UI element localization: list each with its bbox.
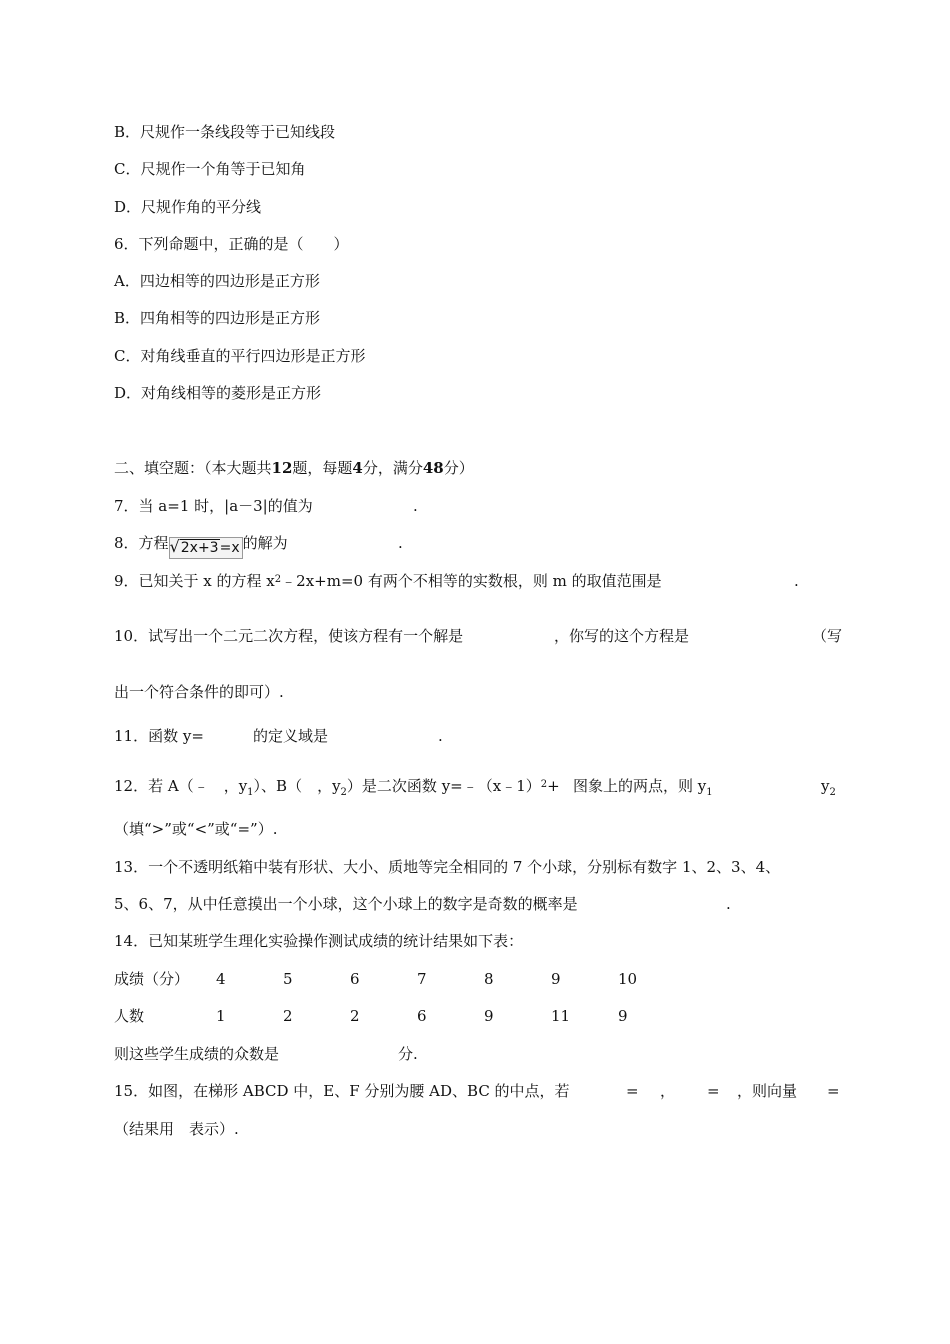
q5-option-c: C．尺规作一个角等于已知角 [114, 160, 306, 178]
q9-line [114, 571, 662, 594]
q11-part-2: 的定义域是 [253, 727, 329, 745]
q6-option-d: D．对角线相等的菱形是正方形 [114, 384, 322, 402]
q14-row-1-cell: 6 [350, 970, 360, 988]
q6-option-c: C．对角线垂直的平行四边形是正方形 [114, 347, 366, 365]
q8-line [114, 533, 288, 555]
q15-comma: ， [660, 1082, 676, 1100]
section-2-text-2: 题，每题 [292, 459, 353, 477]
q11-end: . [438, 727, 443, 745]
q12-part-5: 图象上的两点，则 y [573, 777, 707, 795]
q14-row-2-cell: 11 [551, 1007, 571, 1025]
q14-row-1-cell: 8 [484, 970, 494, 988]
q14-row-1-cell: 4 [216, 970, 226, 988]
q11-part-1: 11．函数 y= [114, 727, 204, 745]
q12-right-y: y [821, 777, 830, 795]
q6-stem: 6．下列命题中，正确的是（ ） [114, 235, 349, 253]
q8-equation-image [169, 537, 243, 559]
q10-part-1: 10．试写出一个二元二次方程，使该方程有一个解是 [114, 627, 464, 645]
q8-radicand: 2x+3 [180, 540, 219, 556]
q12-sub-4: 2 [829, 787, 836, 798]
q8-end: . [398, 534, 403, 552]
q14-row-1-cell: 10 [618, 970, 638, 988]
q14-row-2-cell: 9 [484, 1007, 494, 1025]
q9-rest: ﹣2x+m=0 有两个不相等的实数根，则 m 的取值范围是 [281, 572, 662, 590]
q12-sub-1: 1 [247, 787, 254, 798]
q12-part-2: ）、B（ ，y [253, 777, 341, 795]
q12-part-4: + [547, 777, 560, 795]
q9-exponent: 2 [274, 574, 282, 585]
q7-end: . [413, 497, 418, 515]
q13-line-1: 13．一个不透明纸箱中装有形状、大小、质地等完全相同的 7 个小球，分别标有数字 1、2、3、4、 [114, 858, 781, 876]
q10-part-3: （写 [812, 627, 843, 645]
q14-row-2-cell: 6 [417, 1007, 427, 1025]
q12-part-5-wrap [573, 776, 713, 799]
q15-part-1: 15．如图，在梯形 ABCD 中，E、F 分别为腰 AD、BC 的中点，若 [114, 1082, 570, 1100]
q14-row-2-cell: 1 [216, 1007, 226, 1025]
q15-eq-3: = [827, 1082, 840, 1100]
q12-part-3: ）是二次函数 y=﹣（x﹣1） [346, 777, 541, 795]
q14-row-2-cell: 9 [618, 1007, 628, 1025]
q12-part-1: 12．若 A（﹣ ，y [114, 777, 248, 795]
section-2-points-each: 4 [352, 459, 363, 477]
section-2-text-1: 二、填空题：（本大题共 [114, 459, 272, 477]
q6-option-b: B．四角相等的四边形是正方形 [114, 309, 321, 327]
q8-post: 的解为 [242, 534, 288, 552]
q10-part-4: 出一个符合条件的即可）. [114, 683, 284, 701]
q14-stem: 14．已知某班学生理化实验操作测试成绩的统计结果如下表： [114, 932, 524, 950]
sqrt-symbol-icon: √ [169, 537, 180, 556]
section-2-points-total: 48 [422, 459, 444, 477]
q14-row-2-cell: 2 [283, 1007, 293, 1025]
q15-eq-1: = [626, 1082, 639, 1100]
section-2-text-3: 分，满分 [362, 459, 423, 477]
section-2-heading [114, 458, 474, 478]
q10-part-2: ，你写的这个方程是 [554, 627, 690, 645]
q14-row-1-cell: 7 [417, 970, 427, 988]
q8-pre: 8．方程 [114, 534, 169, 552]
q6-option-a: A．四边相等的四边形是正方形 [114, 272, 320, 290]
section-2-count: 12 [271, 459, 293, 477]
section-2-text-4: 分） [443, 459, 474, 477]
q9-end: . [794, 572, 799, 590]
q12-sub-2: 2 [340, 787, 347, 798]
q9-text: 9．已知关于 x 的方程 x [114, 572, 275, 590]
q5-option-b: B．尺规作一条线段等于已知线段 [114, 123, 336, 141]
q13-end: . [726, 895, 731, 913]
q14-tail-end: 分. [398, 1045, 418, 1063]
q15-part-2: ，则向量 [737, 1082, 798, 1100]
q14-row-2-cell: 2 [350, 1007, 360, 1025]
q14-row-1-cell: 9 [551, 970, 561, 988]
q5-option-d: D．尺规作角的平分线 [114, 198, 262, 216]
q7-text: 7．当 a=1 时，|a－3|的值为 [114, 497, 313, 515]
q15-line-2: （结果用 表示）. [114, 1120, 239, 1138]
q8-rhs: =x [219, 540, 240, 556]
q12-exponent: 2 [540, 779, 548, 790]
q14-tail: 则这些学生成绩的众数是 [114, 1045, 280, 1063]
q12-line-1 [114, 776, 560, 799]
q12-sub-3: 1 [706, 787, 713, 798]
q14-row-1-label: 成绩（分） [114, 970, 190, 988]
q14-row-1-cell: 5 [283, 970, 293, 988]
q14-row-2-label: 人数 [114, 1007, 145, 1025]
q12-right [821, 776, 836, 799]
q12-line-2: （填“>”或“<”或“=”）. [114, 820, 278, 838]
q13-line-2: 5、6、7，从中任意摸出一个小球，这个小球上的数字是奇数的概率是 [114, 895, 578, 913]
q15-eq-2: = [707, 1082, 720, 1100]
